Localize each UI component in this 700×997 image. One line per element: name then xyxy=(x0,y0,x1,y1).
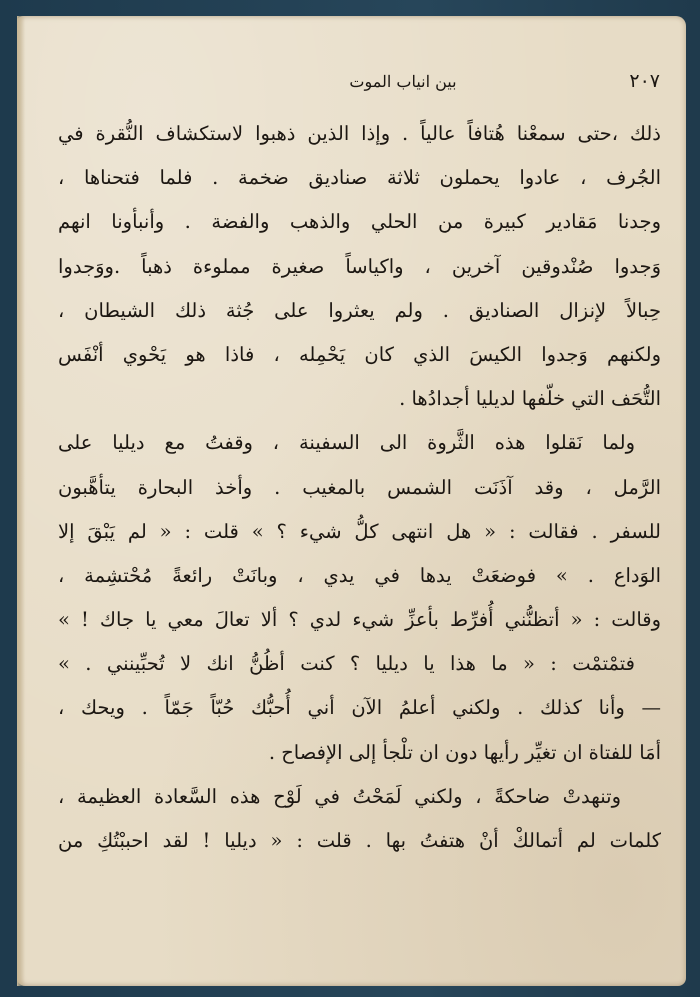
text-line: وقالت : « أتظنُّني أُفرِّط بأعزِّ شيء لدي ؟ ألا تعالَ معي يا جاك ! » xyxy=(58,608,661,632)
text-line: فتمْتمْت : « ما هذا يا ديليا ؟ كنت أظُنُّ انك لا تُحبِّينني . » xyxy=(58,652,635,676)
text-line: حِبالاً لإنزال الصناديق . ولم يعثروا على جُثة ذلك الشيطان ، xyxy=(58,298,661,322)
text-line: الوَداع . » فوضعَتْ يدها في يدي ، وبانَتْ رائعةً مُحْتشِمة ، xyxy=(58,563,661,587)
text-line: الجُرف ، عادوا يحملون ثلاثة صناديق ضخمة . فلما فتحناها ، xyxy=(58,166,661,190)
text-line: ولما نَقلوا هذه الثَّروة الى السفينة ، وقفتُ مع ديليا على xyxy=(58,431,635,455)
text-line: الرَّمل ، وقد آذَنَت الشمس بالمغيب . وأخذ البحارة يتأهَّبون xyxy=(58,475,661,499)
body-text xyxy=(58,112,661,863)
text-line: كلمات لم أتمالكْ أنْ هتفتُ بها . قلت : « ديليا ! لقد احببْتُكِ من xyxy=(58,829,661,852)
text-line: — وأنا كذلك . ولكني أعلمُ الآن أني أُحبُّك حُبّاً جَمّاً . ويحك ، xyxy=(58,696,661,720)
running-header-title: بين انياب الموت xyxy=(349,72,457,91)
page-number: ٢٠٧ xyxy=(629,70,660,92)
text-line: التُّحَف التي خلّفها لديليا أجدادُها . xyxy=(399,387,661,411)
text-line: أمَا للفتاة ان تغيِّر رأيها دون ان تلْجأ إلى الإفصاح . xyxy=(268,740,661,764)
text-line: ذلك ،حتى سمعْنا هُتافاً عالياً . وإذا الذين ذهبوا لاستكشاف النُّقرة في xyxy=(58,122,661,145)
text-line: ولكنهم وَجدوا الكيسَ الذي كان يَحْمِله ، فاذا هو يَحْوي أنْفَس xyxy=(58,342,661,366)
page-gutter xyxy=(17,16,25,986)
text-line: وتنهدتْ ضاحكةً ، ولكني لَمَحْتُ في لَوْح هذه السَّعادة العظيمة ، xyxy=(58,784,621,808)
text-line: وجدنا مَقادير كبيرة من الحلي والذهب والفضة . وأنبأونا انهم xyxy=(58,210,661,234)
text-line: للسفر . فقالت : « هل انتهى كلُّ شيء ؟ » قلت : « لم يَبْقَ إلا xyxy=(58,519,661,543)
text-line: وَجدوا صُنْدوقين آخرين ، واكياساً صغيرة مملوءة ذهباً .ووَجدوا xyxy=(58,254,661,278)
